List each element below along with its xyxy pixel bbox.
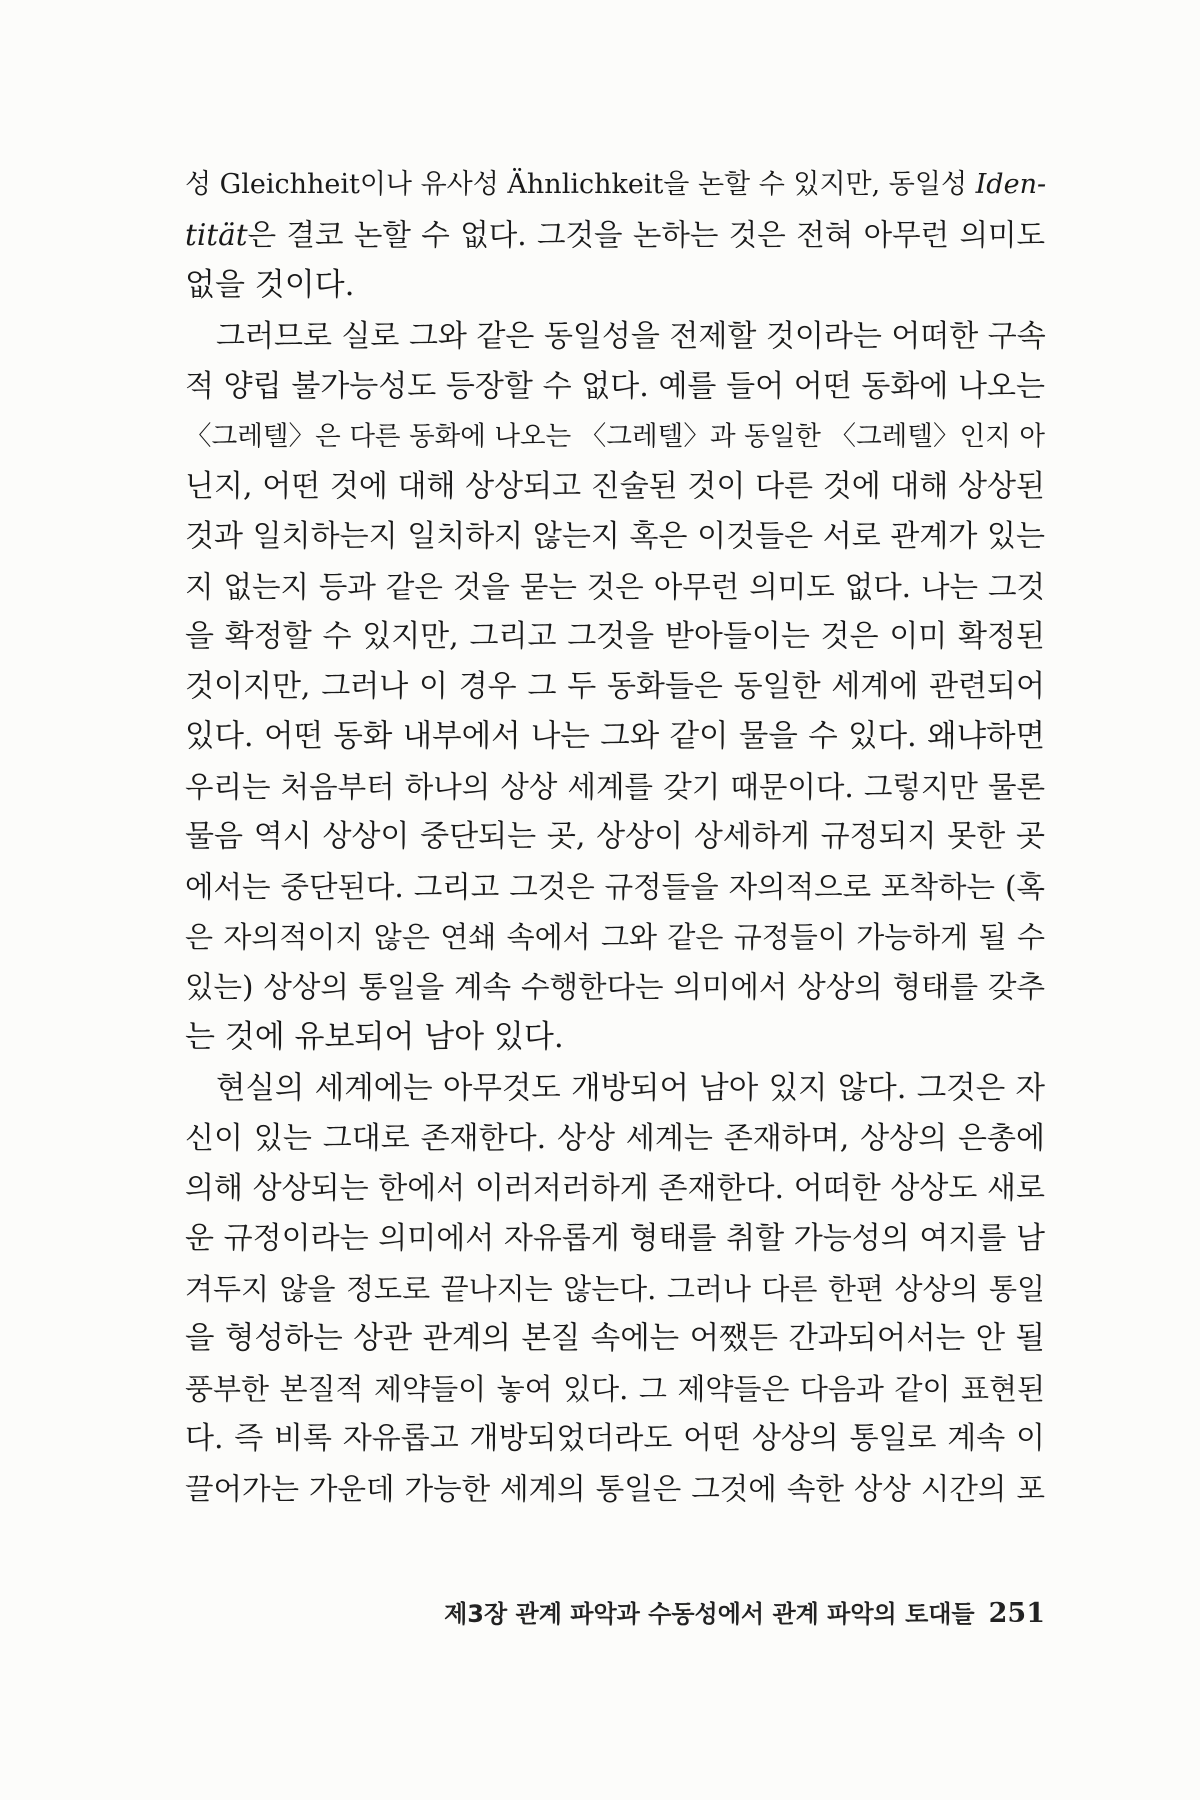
text-line-12: 있다. 어떤 동화 내부에서 나는 그와 같이 물을 수 있다. 왜냐하면 <box>185 719 1045 754</box>
text-line-14: 물음 역시 상상이 중단되는 곳, 상상이 상세하게 규정되지 못한 곳 <box>185 819 1045 854</box>
chapter-title: 제3장 관계 파악과 수동성에서 관계 파악의 토대들 <box>444 1600 975 1628</box>
text-line-27: 끌어가는 가운데 가능한 세계의 통일은 그것에 속한 상상 시간의 포 <box>185 1472 1045 1506</box>
text-line-5: 적 양립 불가능성도 등장할 수 없다. 예를 들어 어떤 동화에 나오는 <box>185 369 1045 404</box>
text-line-6: 〈그레텔〉은 다른 동화에 나오는 〈그레텔〉과 동일한 〈그레텔〉인지 아 <box>185 421 1045 452</box>
text-line-7: 닌지, 어떤 것에 대해 상상되고 진술된 것이 다른 것에 대해 상상된 <box>185 469 1045 504</box>
italic-term: Iden- <box>975 169 1047 200</box>
text-line-22: 운 규정이라는 의미에서 자유롭게 형태를 취할 가능성의 여지를 남 <box>185 1221 1045 1256</box>
text-line-10: 을 확정할 수 있지만, 그리고 그것을 받아들이는 것은 이미 확정된 <box>185 619 1045 654</box>
text-line-1: 성 Gleichheit이나 유사성 Ähnlichkeit을 논할 수 있지만, 동일성 Iden- <box>185 169 1047 200</box>
italic-term: tität <box>185 218 248 252</box>
page-number: 251 <box>988 1598 1045 1629</box>
text-line-26: 다. 즉 비록 자유롭고 개방되었더라도 어떤 상상의 통일로 계속 이 <box>185 1421 1045 1456</box>
text-line-20: 신이 있는 그대로 존재한다. 상상 세계는 존재하며, 상상의 은총에 <box>185 1121 1045 1156</box>
text-line-18: 는 것에 유보되어 남아 있다. <box>185 1019 564 1055</box>
text-line-4: 그러므로 실로 그와 같은 동일성을 전제할 것이라는 어떠한 구속 <box>216 319 1046 354</box>
text-line-25: 풍부한 본질적 제약들이 놓여 있다. 그 제약들은 다음과 같이 표현된 <box>185 1372 1045 1406</box>
text-line-15: 에서는 중단된다. 그리고 그것은 규정들을 자의적으로 포착하는 (혹 <box>185 870 1045 904</box>
text-line-19: 현실의 세계에는 아무것도 개방되어 남아 있지 않다. 그것은 자 <box>216 1071 1045 1106</box>
text-line-21: 의해 상상되는 한에서 이러저러하게 존재한다. 어떠한 상상도 새로 <box>185 1171 1045 1206</box>
text-line-2: tität은 결코 논할 수 없다. 그것을 논하는 것은 전혀 아무런 의미도 <box>185 218 1045 252</box>
text-line-3: 없을 것이다. <box>185 267 355 303</box>
text-line-16: 은 자의적이지 않은 연쇄 속에서 그와 같은 규정들이 가능하게 될 수 <box>185 920 1045 954</box>
text-line-24: 을 형성하는 상관 관계의 본질 속에는 어쨌든 간과되어서는 안 될 <box>185 1321 1045 1356</box>
text-line-23: 겨두지 않을 정도로 끝나지는 않는다. 그러나 다른 한편 상상의 통일 <box>185 1272 1045 1306</box>
text-line-9: 지 없는지 등과 같은 것을 묻는 것은 아무런 의미도 없다. 나는 그것 <box>185 570 1045 604</box>
text-line-13: 우리는 처음부터 하나의 상상 세계를 갖기 때문이다. 그렇지만 물론 <box>185 770 1045 804</box>
text-line-17: 있는) 상상의 통일을 계속 수행한다는 의미에서 상상의 형태를 갖추 <box>185 970 1045 1004</box>
text-line-8: 것과 일치하는지 일치하지 않는지 혹은 이것들은 서로 관계가 있는 <box>185 519 1045 554</box>
text-line-11: 것이지만, 그러나 이 경우 그 두 동화들은 동일한 세계에 관련되어 <box>185 669 1045 704</box>
running-footer <box>185 1592 1045 1636</box>
book-page <box>185 160 1045 1780</box>
